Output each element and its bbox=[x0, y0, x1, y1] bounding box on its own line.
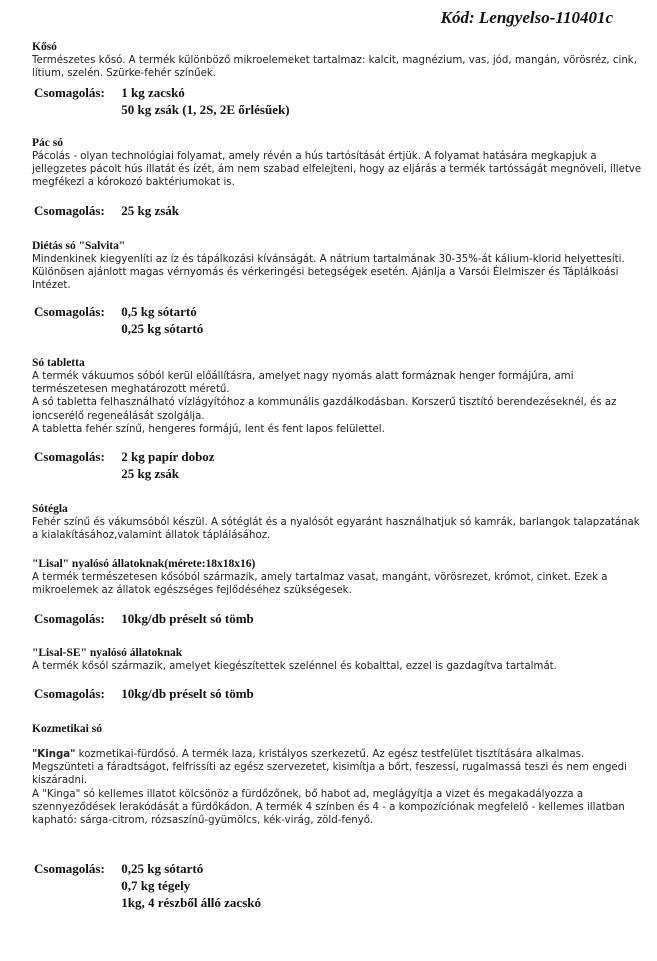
packaging-item: 25 kg zsák bbox=[121, 203, 180, 218]
section-dietas-so bbox=[32, 239, 642, 293]
section-description bbox=[32, 54, 642, 80]
section-so-tabletta bbox=[32, 356, 642, 436]
section-description bbox=[32, 370, 642, 436]
packaging-label: Csomagolás: bbox=[34, 203, 105, 218]
section-title: Kősó bbox=[32, 41, 57, 53]
packaging-label: Csomagolás: bbox=[34, 304, 105, 319]
section-title: "Lisal-SE" nyalósó állatoknak bbox=[32, 647, 183, 659]
packaging-lisal bbox=[34, 610, 254, 627]
packaging-label: Csomagolás: bbox=[34, 611, 105, 626]
section-kooso bbox=[32, 40, 642, 80]
packaging-item: 10kg/db préselt só tömb bbox=[121, 611, 254, 626]
packaging-kozmetikai-so bbox=[34, 860, 261, 911]
description-paragraph: A termék kősól származik, amelyet kiegészítettek szelénnel és kobalttal, ezzel is gazdagítva tartalmát. bbox=[32, 661, 557, 672]
packaging-item: 25 kg zsák bbox=[121, 466, 180, 481]
section-title: Pác só bbox=[32, 137, 63, 149]
packaging-lisal-se bbox=[34, 685, 254, 702]
description-paragraph bbox=[32, 748, 642, 788]
description-paragraph: Fehér színű és vákumsóból készül. A sótéglát és a nyalósót egyaránt használhatjuk só kamrák, barlangok talapzatának a kialakításához,valamint állatok táplálásához. bbox=[32, 517, 640, 542]
section-title: Diétás só "Salvita" bbox=[32, 240, 126, 252]
packaging-item: 0,7 kg tégely bbox=[121, 878, 191, 893]
section-pac-so bbox=[32, 136, 642, 190]
section-sotegla bbox=[32, 502, 642, 542]
description-paragraph: Pácolás - olyan technológiai folyamat, amely révén a hús tartósítását értjük. A folyamat hatására megkapjuk a jellegzetes pácolt hús illatát és ízét, ám nem szabad elfelejteni, hogy az eljárás a termék tartósságát megnöveli, illetve megfékezi a kórokozó baktériumokat is. bbox=[32, 151, 642, 189]
packaging-label: Csomagolás: bbox=[34, 85, 105, 100]
section-title: Sótégla bbox=[32, 503, 68, 515]
document-code: Kód: Lengyelso-110401c bbox=[440, 8, 613, 27]
packaging-item: 0,5 kg sótartó bbox=[121, 304, 197, 319]
section-title: Só tabletta bbox=[32, 357, 85, 369]
packaging-so-tabletta bbox=[34, 448, 215, 482]
description-paragraph: Természetes kősó. A termék különböző mikroelemeket tartalmaz: kalcit, magnézium, vas, jód, mangán, vörösréz, cink, lítium, szelén. Szürke-fehér színűek. bbox=[32, 55, 637, 80]
description-paragraph: A "Kinga" só kellemes illatot kölcsönöz a fürdőzőnek, bő habot ad, meglágyítja a vizet és megakadályozza a szennyeződések lerakódását a fürdőkádon. A termék 4 színben és 4 - a kompozíciónak megfelelő - kellemes illatban kapható: sárga-citrom, rózsaszínű-gyümölcs, kék-virág, zöld-fenyő. bbox=[32, 788, 625, 827]
description-paragraph: A termék természetesen kősóból származik, amely tartalmaz vasat, mangánt, vörösrezet, krómot, cinket. Ezek a mikroelemek az állatok egészséges fejlődéséhez szükségesek. bbox=[32, 572, 608, 597]
description-text: kozmetikai-fürdősó. A termék laza, kristályos szerkezetű. Az egész testfelület tisztítására alkalmas. Megszünteti a fáradtságot, felfrissíti az egész szervezetet, kisimítja a bőrt, feszessí, rugalmassá teszi és nem engedi kiszáradni. bbox=[32, 749, 627, 787]
packaging-item: 0,25 kg sótartó bbox=[121, 861, 204, 876]
section-title: Kozmetikai só bbox=[32, 723, 102, 735]
description-paragraph: Mindenkinek kiegyenlíti az íz és tápálkozási kívánságát. A nátrium tartalmának 30-35%-át kálium-klorid helyettesíti. Különösen ajánlott magas vérnyomás és vérkeringési betegségek esetén. Ajánlja a Varsói Élelmiszer és Táplálkoási Intézet. bbox=[32, 254, 625, 292]
packaging-dietas-so bbox=[34, 303, 203, 337]
packaging-item: 1 kg zacskó bbox=[121, 85, 185, 100]
section-description bbox=[32, 660, 642, 673]
packaging-item: 2 kg papír doboz bbox=[121, 449, 215, 464]
section-description bbox=[32, 571, 642, 597]
section-title: "Lisal" nyalósó állatoknak(mérete:18x18x16) bbox=[32, 558, 256, 570]
section-lisal bbox=[32, 557, 642, 597]
description-paragraph: A só tabletta felhasználható vízlágyítóhoz a kommunális gazdálkodásban. Korszerű tisztító berendezéseknél, és az ioncserélő regeneálását szolgálja. bbox=[32, 397, 617, 422]
packaging-item: 10kg/db préselt só tömb bbox=[121, 686, 254, 701]
description-paragraph: A termék vákuumos sóból kerül előállításra, amelyet nagy nyomás alatt formáznak henger formájúra, ami természetesen meghatározott méretű. bbox=[32, 371, 574, 396]
packaging-item: 1kg, 4 részből álló zacskó bbox=[121, 895, 261, 910]
packaging-item: 0,25 kg sótartó bbox=[121, 321, 204, 336]
section-kozmetikai-so bbox=[32, 722, 642, 827]
packaging-item: 50 kg zsák (1, 2S, 2E őrlésűek) bbox=[121, 102, 290, 117]
description-paragraph: A tabletta fehér színű, hengeres formájú, lent és fent lapos felülettel. bbox=[32, 423, 385, 435]
section-lisal-se bbox=[32, 646, 642, 673]
product-name: "Kinga" bbox=[32, 749, 76, 760]
packaging-pac-so bbox=[34, 202, 179, 219]
section-description bbox=[32, 253, 642, 293]
section-description bbox=[32, 150, 642, 190]
packaging-label: Csomagolás: bbox=[34, 861, 105, 876]
section-description bbox=[32, 516, 642, 542]
packaging-label: Csomagolás: bbox=[34, 686, 105, 701]
section-description bbox=[32, 748, 642, 827]
packaging-label: Csomagolás: bbox=[34, 449, 105, 464]
packaging-kooso bbox=[34, 84, 290, 118]
